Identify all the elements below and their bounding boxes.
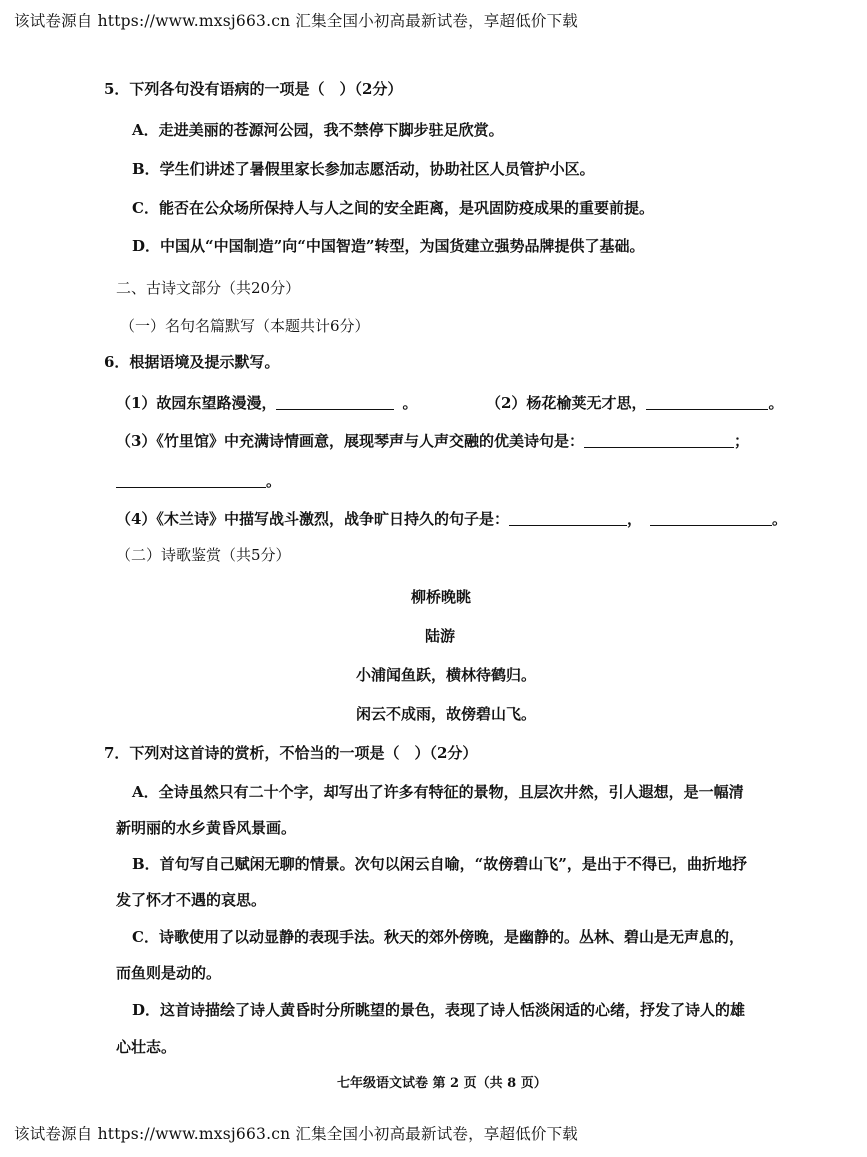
question-6-item-1-text: （1）故园东望路漫漫， [116,394,277,412]
answer-blank[interactable] [646,395,768,410]
question-6-item-3-mid: ； [733,432,749,450]
answer-blank[interactable] [584,433,734,448]
poem-author: 陆游 [425,627,456,645]
answer-blank[interactable] [650,511,772,526]
question-7-option-c-line-2: 而鱼则是动的。 [116,964,222,982]
question-6-item-2-end: 。 [768,394,784,412]
question-6-item-3 [116,433,749,449]
question-6-item-4-mid: ， [626,510,642,528]
answer-blank[interactable] [509,511,627,526]
page-footer: 七年级语文试卷 第 2 页（共 8 页） [337,1076,547,1091]
question-7-stem: 7．下列对这首诗的赏析，不恰当的一项是（ ）（2分） [104,744,478,762]
question-5-option-a: A．走进美丽的苍源河公园，我不禁停下脚步驻足欣赏。 [132,121,504,139]
question-7-option-a-line-2: 新明丽的水乡黄昏风景画。 [116,819,297,837]
footer-watermark: 该试卷源自 https://www.mxsj663.cn 汇集全国小初高最新试卷，享超低价下载 [14,1125,579,1143]
question-6-item-2 [486,395,783,411]
question-5-stem: 5．下列各句没有语病的一项是（ ）（2分） [104,80,403,98]
question-6-item-1-end: 。 [402,394,418,412]
question-5-option-b: B．学生们讲述了暑假里家长参加志愿活动，协助社区人员管护小区。 [132,160,595,178]
question-6-item-4 [116,511,787,527]
question-7-option-b-line-1: B．首句写自己赋闲无聊的情景。次句以闲云自喻，“故傍碧山飞”，是出于不得已，曲折地抒 [132,855,747,873]
section-2-title: 二、古诗文部分（共20分） [116,279,301,297]
question-6-item-3-text: （3）《竹里馆》中充满诗情画意，展现琴声与人声交融的优美诗句是： [116,432,584,450]
question-6-item-1 [116,395,417,411]
poem-line-1: 小浦闻鱼跃，横林待鹤归。 [356,666,537,684]
question-6-item-4-text: （4）《木兰诗》中描写战斗激烈，战争旷日持久的句子是： [116,510,509,528]
header-watermark: 该试卷源自 https://www.mxsj663.cn 汇集全国小初高最新试卷，享超低价下载 [14,12,579,30]
question-6-item-2-text: （2）杨花榆荚无才思， [486,394,647,412]
question-7-option-b-line-2: 发了怀才不遇的哀思。 [116,891,267,909]
section-2-part-2-title: （二）诗歌鉴赏（共5分） [116,546,291,564]
question-5-option-d: D．中国从“中国制造”向“中国智造”转型，为国货建立强势品牌提供了基础。 [132,237,645,255]
question-7-option-d-line-2: 心壮志。 [116,1038,177,1056]
question-7-option-a-line-1: A．全诗虽然只有二十个字，却写出了许多有特征的景物，且层次井然，引人遐想，是一幅清 [132,783,744,801]
question-6-stem: 6．根据语境及提示默写。 [104,353,280,371]
answer-blank[interactable] [116,473,266,488]
question-7-option-d-line-1: D．这首诗描绘了诗人黄昏时分所眺望的景色，表现了诗人恬淡闲适的心绪，抒发了诗人的雄 [132,1001,746,1019]
answer-blank[interactable] [276,395,394,410]
question-7-option-c-line-1: C．诗歌使用了以动显静的表现手法。秋天的郊外傍晚，是幽静的。丛林、碧山是无声息的， [132,928,744,946]
question-6-item-3-line-2 [116,473,281,489]
poem-line-2: 闲云不成雨，故傍碧山飞。 [356,705,537,723]
section-2-part-1-title: （一）名句名篇默写（本题共计6分） [120,317,370,335]
question-6-item-3-end: 。 [266,472,282,490]
question-6-item-4-end: 。 [771,510,787,528]
poem-title: 柳桥晚眺 [411,588,472,606]
question-5-option-c: C．能否在公众场所保持人与人之间的安全距离，是巩固防疫成果的重要前提。 [132,199,654,217]
